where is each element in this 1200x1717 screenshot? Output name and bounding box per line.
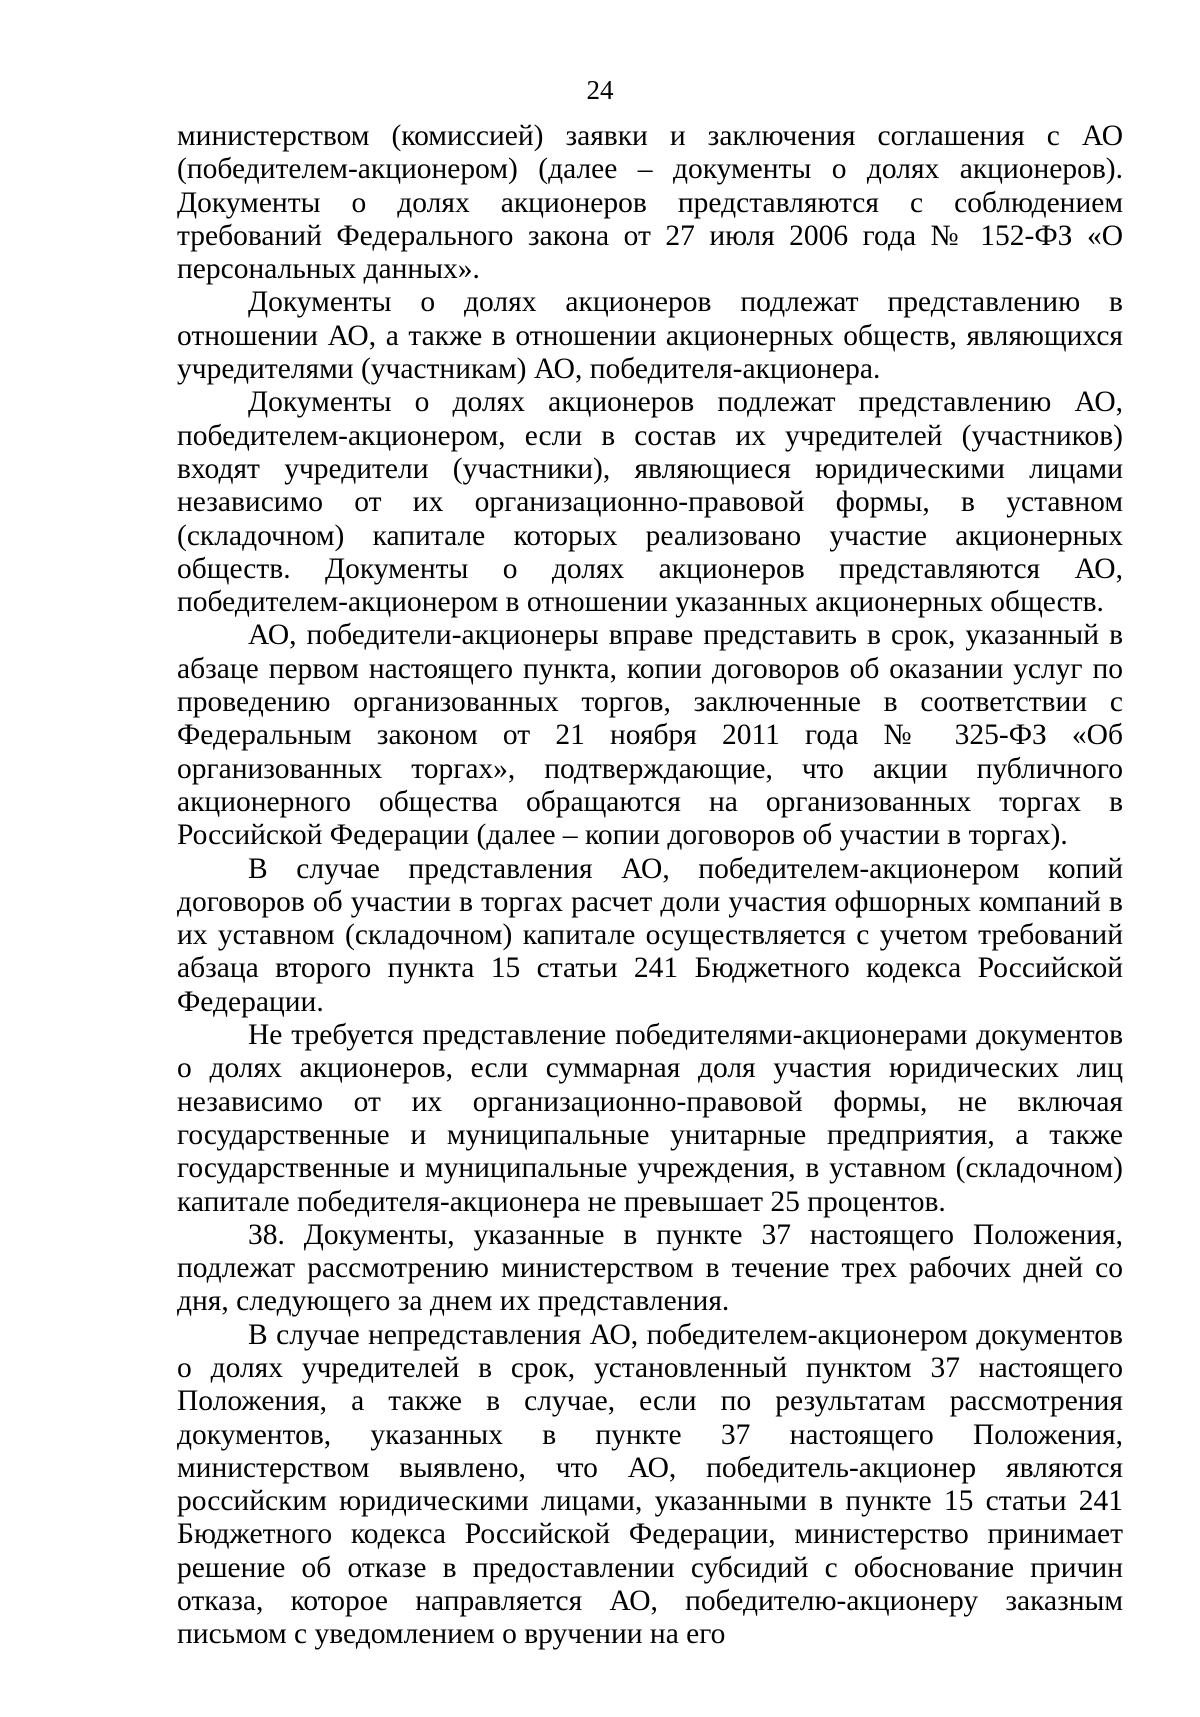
paragraph-founders-legal-entities: Документы о долях акционеров подлежат представлению АО, победителем-акционером, если в состав их учредителей (участников) входят учредители (участники), являющиеся юридическими лицами независимо от их организационно-правовой формы, в уставном (складочном) капитале которых реализовано участие акционерных обществ. Документы о долях акционеров представляются АО, победителем-акционером в отношении указанных акционерных обществ. (177, 386, 1123, 619)
paragraph-shareholder-docs-scope: Документы о долях акционеров подлежат представлению в отношении АО, а также в отношении акционерных обществ, являющихся учредителями (участникам) АО, победителя-акционера. (177, 286, 1123, 386)
paragraph-item-38: 38. Документы, указанные в пункте 37 настоящего Положения, подлежат рассмотрению министерством в течение трех рабочих дней со дня, следующего за днем их представления. (177, 1218, 1123, 1318)
paragraph-offshore-share-calculation: В случае представления АО, победителем-акционером копий договоров об участии в торгах расчет доли участия офшорных компаний в их уставном (складочном) капитале осуществляется с учетом требований абзаца второго пункта 15 статьи 241 Бюджетного кодекса Российской Федерации. (177, 852, 1123, 1018)
paragraph-refusal-decision: В случае непредставления АО, победителем-акционером документов о долях учредителей в срок, установленный пунктом 37 настоящего Положения, а также в случае, если по результатам рассмотрения документов, указанных в пункте 37 настоящего Положения, министерством выявлено, что АО, победитель-акционер являются российским юридическими лицами, указанными в пункте 15 статьи 241 Бюджетного кодекса Российской Федерации, министерство принимает решение об отказе в предоставлении субсидий с обоснование причин отказа, которое направляется АО, победителю-акционеру заказным письмом с уведомлением о вручении на его (177, 1318, 1123, 1651)
page-number: 24 (586, 75, 614, 105)
paragraph-trading-contracts: АО, победители-акционеры вправе представить в срок, указанный в абзаце первом настоящего пункта, копии договоров об оказании услуг по проведению организованных торгов, заключенные в соответствии с Федеральным законом от 21 ноября 2011 года № 325-ФЗ «Об организованных торгах», подтверждающие, что акции публичного акционерного общества обращаются на организованных торгах в Российской Федерации (далее – копии договоров об участии в торгах). (177, 619, 1123, 852)
paragraph-exemption-25-percent: Не требуется представление победителями-акционерами документов о долях акционеров, если суммарная доля участия юридических лиц независимо от их организационно-правовой формы, не включая государственные и муниципальные унитарные предприятия, а также государственные и муниципальные учреждения, в уставном (складочном) капитале победителя-акционера не превышает 25 процентов. (177, 1019, 1123, 1218)
paragraph-continuation: министерством (комиссией) заявки и заключения соглашения с АО (победителем-акционером) (далее – документы о долях акционеров). Документы о долях акционеров представляются с соблюдением требований Федерального закона от 27 июля 2006 года № 152-ФЗ «О персональных данных». (177, 120, 1123, 286)
document-body (177, 120, 1123, 1652)
